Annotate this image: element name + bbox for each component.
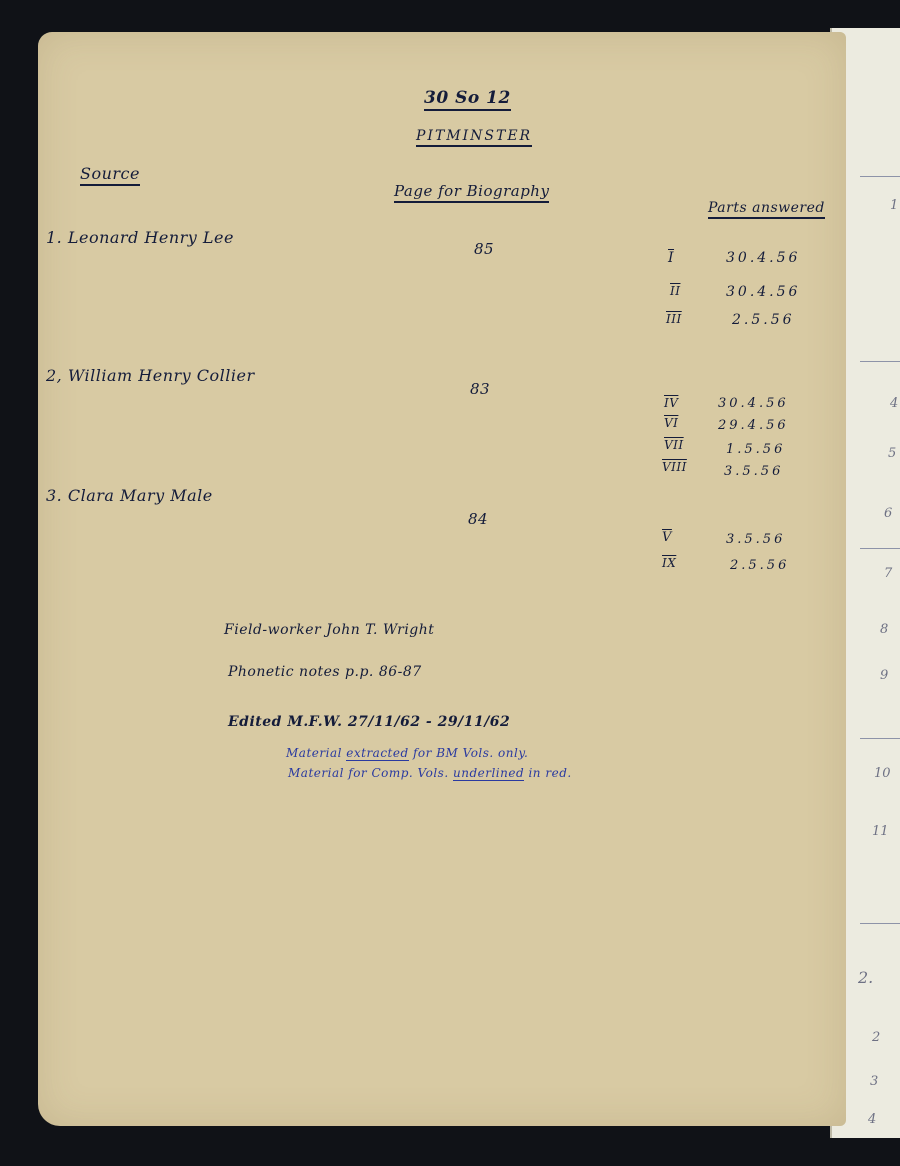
informant-entry: 2, William Henry Collier [46,366,255,385]
margin-number: 4 [868,1112,877,1127]
part-date: 30.4.56 [718,396,789,411]
part-date: 30.4.56 [726,284,801,300]
margin-rule [860,738,900,739]
margin-number: 2 [872,1030,881,1045]
phonetic-notes: Phonetic notes p.p. 86-87 [228,664,422,680]
margin-number: 5 [888,446,897,461]
part-date: 2.5.56 [730,558,790,573]
part-numeral: $\overline{VI}$ [664,416,679,430]
informant-page: 83 [470,380,491,398]
margin-rule [860,176,900,177]
informant-entry: 3. Clara Mary Male [46,486,213,505]
informant-page: 84 [468,510,489,528]
material-note-2: Material for Comp. Vols. underlined in red. [288,766,572,780]
margin-number: 10 [874,766,891,781]
fieldworker-note: Field-worker John T. Wright [224,622,435,638]
part-numeral: VIII [662,460,687,474]
informant-page: 85 [474,240,495,258]
part-numeral: $\overline{IV}$ [664,396,679,410]
parts-heading: Parts answered [708,200,825,219]
informant-entry: 1. Leonard Henry Lee [46,228,234,247]
place-name: PITMINSTER [416,128,532,147]
part-numeral: $\overline{II}$ [670,284,681,298]
edited-note: Edited M.F.W. 27/11/62 - 29/11/62 [228,714,511,730]
margin-rule [860,548,900,549]
source-heading: Source [80,164,140,186]
part-date: 1.5.56 [726,442,786,457]
margin-number: 8 [880,622,889,637]
part-date: 29.4.56 [718,418,789,433]
material-note-1: Material extracted for BM Vols. only. [286,746,529,760]
margin-rule [860,361,900,362]
part-date: 30.4.56 [726,250,801,266]
part-numeral: $\overline{III}$ [666,312,682,326]
margin-number: 1 [890,198,899,213]
margin-number: 4 [890,396,899,411]
margin-number: 2. [858,968,874,987]
margin-number: 7 [884,566,893,581]
part-numeral: $\overline{VII}$ [664,438,684,452]
part-date: 3.5.56 [726,532,786,547]
margin-number: 11 [872,824,889,839]
part-numeral: $\overline{V}$ [662,530,672,545]
part-date: 3.5.56 [724,464,784,479]
page-heading: Page for Biography [394,182,549,203]
sheet-reference: 30 So 12 [424,88,511,111]
margin-rule [860,923,900,924]
part-date: 2.5.56 [732,312,795,328]
part-numeral: $\overline{IX}$ [662,556,677,570]
part-numeral: $\overline{I}$ [668,250,675,266]
margin-number: 9 [880,668,889,683]
margin-number: 3 [870,1074,879,1089]
margin-number: 6 [884,506,893,521]
